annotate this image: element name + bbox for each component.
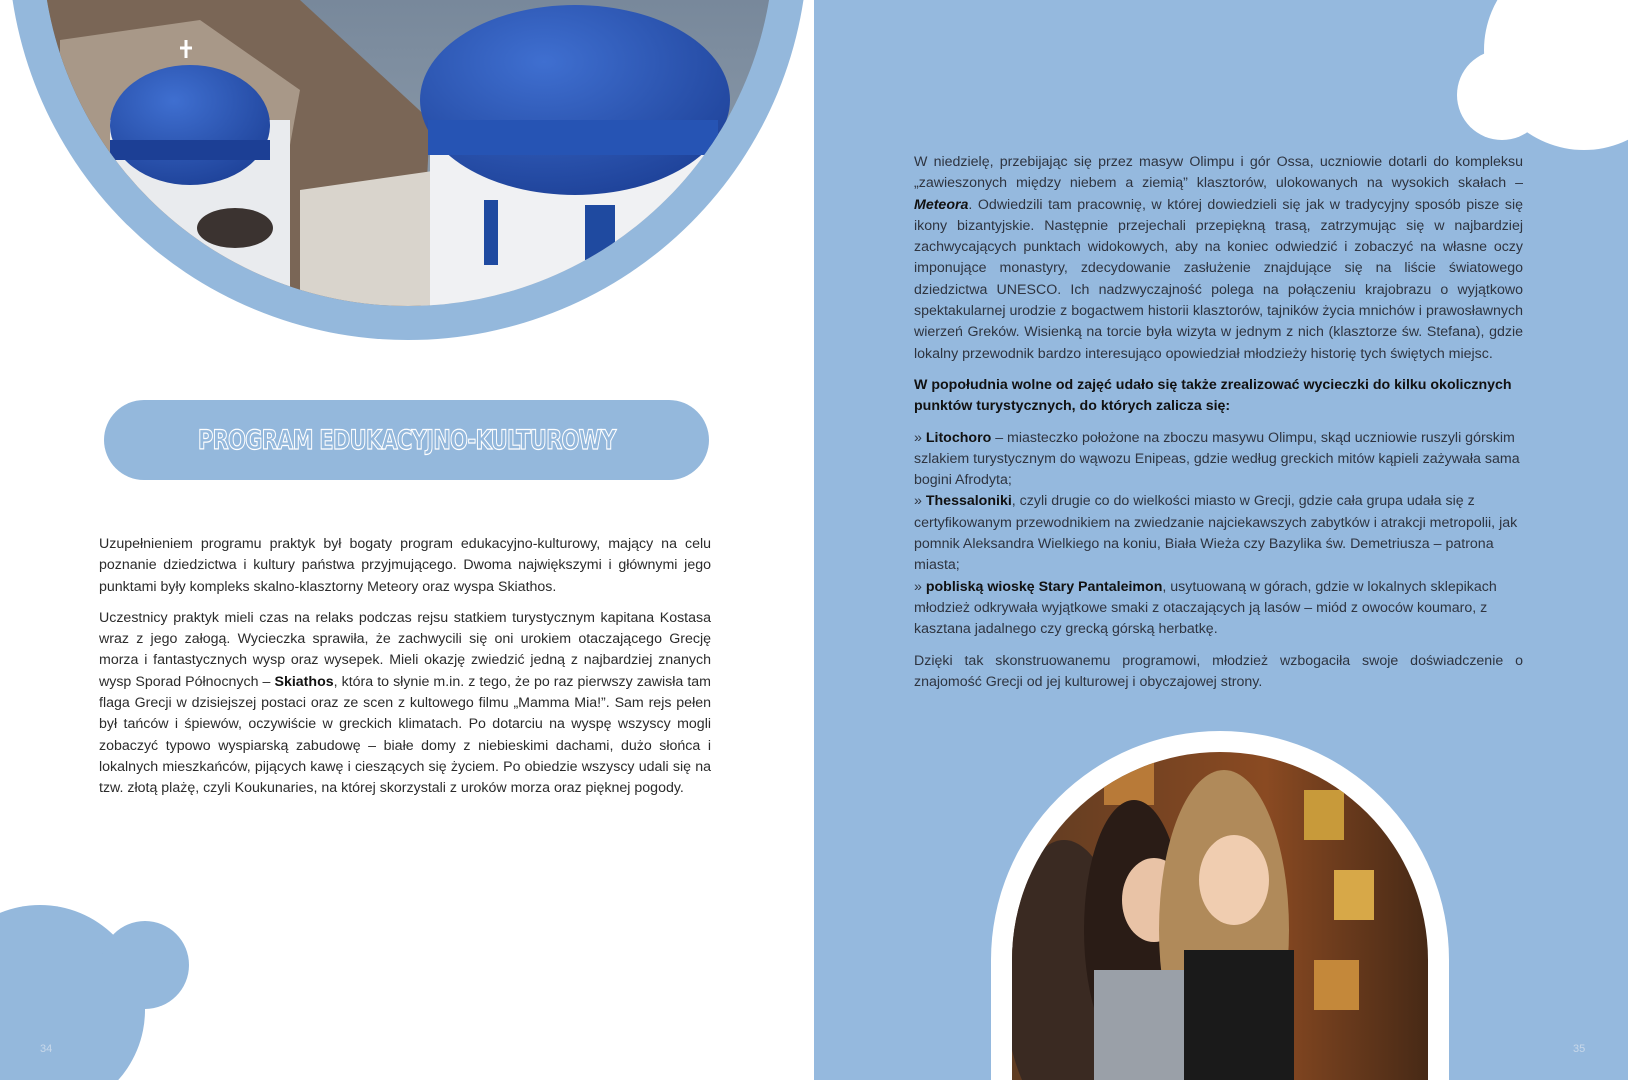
- attractions-list: [914, 428, 1523, 641]
- lead-text: W popołudnia wolne od zajęć udało się także zrealizować wycieczki do kilku okolicznych punktów turystycznych, do których zalicza się:: [914, 376, 1512, 415]
- bold-italic-text: Meteora: [914, 196, 969, 213]
- list-item: » pobliską wioskę Stary Pantaleimon, usytuowaną w górach, gdzie w lokalnych sklepikach młodzież odkrywała wyjątkowe smaki z otaczających ją lasów – miód z owoców koumaro, z kasztana jadalnego czy grecką górską herbatkę.: [914, 578, 1497, 638]
- paragraph: Dzięki tak skonstruowanemu programowi, młodzież wzbogaciła swoje doświadczenie o znajomość Grecji od jej kulturowej i obyczajowej strony.: [914, 652, 1523, 690]
- decorative-cloud: [0, 900, 200, 1080]
- paragraph: [914, 152, 1523, 365]
- list-item: » Thessaloniki, czyli drugie co do wielkości miasto w Grecji, gdzie cała grupa udała się z certyfikowanym przewodnikiem na zwiedzanie najciekawszych zabytków i atrakcji metropolii, jak pomnik Aleksandra Wielkiego na koniu, Biała Wieża czy Bazylika św. Demetriusza – patrona miasta;: [914, 493, 1518, 574]
- left-body-text: [99, 534, 711, 810]
- bold-text: Skiathos: [274, 673, 334, 690]
- paragraph: Uzupełnieniem programu praktyk był bogaty program edukacyjno-kulturowy, mający na celu poznanie dziedzictwa i kultury państwa przyjmującego. Dwoma największymi i głównymi jego punktami były kompleks skalno-klasztorny Meteory oraz wyspa Skiathos.: [99, 536, 711, 595]
- paragraph: [99, 608, 711, 800]
- page-number: 35: [1573, 1043, 1586, 1055]
- page-number: 34: [40, 1043, 53, 1055]
- text: W niedzielę, przebijając się przez masyw Olimpu i gór Ossa, uczniowie dotarli do kompleksu „zawieszonych między niebem a ziemią” klasztorów, ulokowanych na wysokich skałach –: [914, 154, 1523, 192]
- right-page: [814, 0, 1628, 1080]
- text: Uczestnicy praktyk mieli czas na relaks podczas rejsu statkiem turystycznym kapitana Kostasa wraz z jego załogą. Wycieczka sprawiła, że zachwycili się oni urokiem otaczającego Grecję morza i fantastycznych wysp oraz wysepek. Mieli okazję zwiedzić jedną z najbardziej znanych wysp Sporad Północnych –: [99, 609, 711, 690]
- decorative-cloud: [1414, 0, 1628, 150]
- text: , która to słynie m.in. z tego, że po raz pierwszy zawisła tam flaga Grecji w dzisiejszej postaci oraz ze scen z kultowego filmu „Mamma Mia!”. Sam rejs pełen był tańców i śpiewów, oczywiście w greckich klimatach. Po dotarciu na wyspę wszyscy mogli zobaczyć typowo wyspiarską zabudowę – białe domy z niebieskimi dachami, dużo słońca i lokalnych mieszkańców, pijących kawę i cieszących się życiem. Po obiedzie wszyscy udali się na tzw. złotą plażę, czyli Koukunaries, na której skorzystali z uroków morza oraz pięknej pogody.: [99, 673, 711, 797]
- text: . Odwiedzili tam pracownię, w której dowiedzieli się jak w tradycyjny sposób pisze się ikony bizantyjskie. Następnie przejechali przepiękną trasą, zatrzymując się w najbardziej zachwycających punktach widokowych, aby na koniec odwiedzić i zobaczyć na własne oczy imponujące monastyry, zdecydowanie zasłużenie znajdujące się na liście światowego dziedzictwa UNESCO. Ich nadzwyczajność polega na połączeniu krajobrazu o wyjątkowo spektakularnej urodzie z bogactwem historii klasztorów, tajników życia mnichów i prawosławnych wierzeń Greków. Wisienką na torcie była wizyta w jednym z nich (klasztorze św. Stefana), gdzie lokalny przewodnik bardzo interesująco opowiedział młodzieży historię tych świętych miejsc.: [914, 196, 1523, 362]
- right-body-text: [914, 152, 1523, 703]
- santorini-photo: [0, 0, 814, 350]
- icon-shop-photo: [984, 730, 1454, 1080]
- section-title: PROGRAM EDUKACYJNO-KULTUROWY: [197, 424, 616, 456]
- list-item: » Litochoro – miasteczko położone na zboczu masywu Olimpu, skąd uczniowie ruszyli górskim szlakiem turystycznym do wąwozu Enipeas, gdzie według greckich mitów kąpieli zażywała sama bogini Afrodyta;: [914, 429, 1520, 489]
- section-title-banner: [104, 400, 709, 480]
